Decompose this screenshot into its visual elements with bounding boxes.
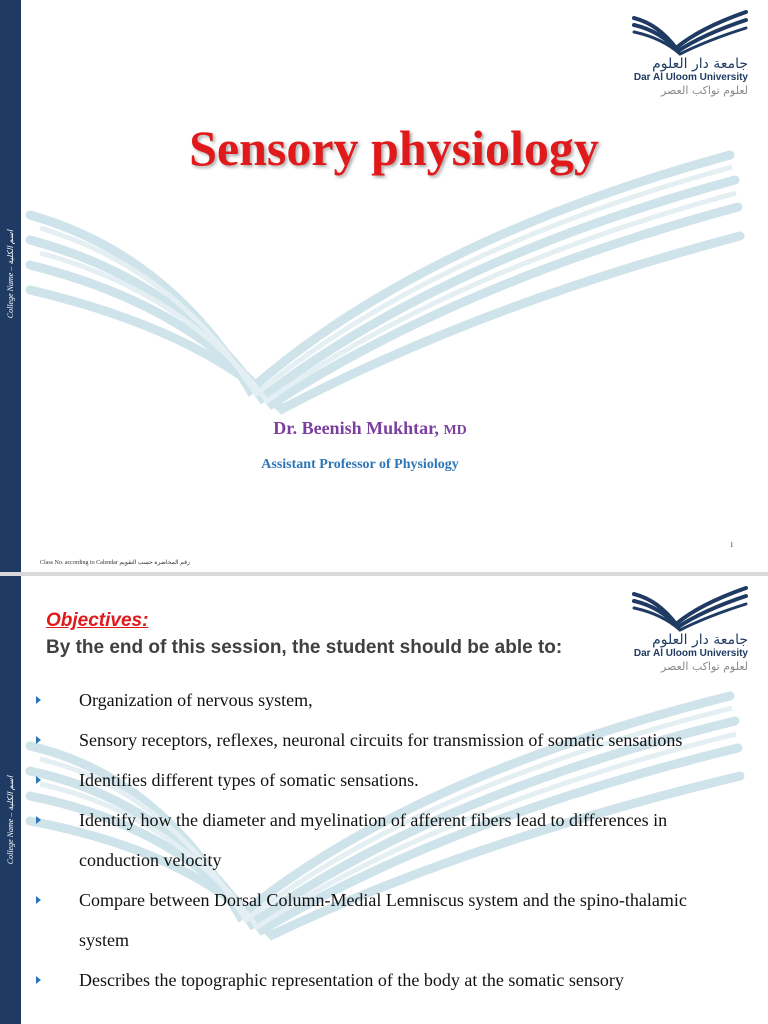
triangle-bullet-icon	[36, 720, 46, 760]
logo-arabic-name: جامعة دار العلوم	[652, 56, 748, 72]
author-line	[230, 416, 510, 443]
college-name-label: College Name – اسم الكلية	[6, 776, 15, 865]
objective-text: Describes the topographic representation of the body at the somatic sensory	[79, 970, 624, 990]
college-name-label: College Name – اسم الكلية	[6, 230, 15, 319]
author-name: Dr. Beenish Mukhtar,	[273, 418, 439, 438]
logo-tagline: لعلوم تواكب العصر	[661, 660, 748, 673]
objectives-subheading: By the end of this session, the student should be able to:	[46, 637, 563, 658]
objectives-heading: Objectives:	[46, 610, 149, 631]
triangle-bullet-icon	[36, 960, 46, 1000]
logo-tagline: لعلوم تواكب العصر	[661, 84, 748, 97]
list-item	[36, 880, 736, 960]
university-logo	[618, 586, 748, 674]
sidebar	[0, 576, 21, 1024]
university-logo-icon	[618, 586, 748, 632]
triangle-bullet-icon	[36, 680, 46, 720]
sidebar	[0, 0, 21, 572]
triangle-bullet-icon	[36, 800, 46, 840]
triangle-bullet-icon	[36, 880, 46, 920]
university-logo	[618, 10, 748, 98]
logo-arabic-name: جامعة دار العلوم	[652, 632, 748, 648]
list-item	[36, 960, 736, 1000]
objective-text: Sensory receptors, reflexes, neuronal circuits for transmission of somatic sensations	[79, 730, 683, 750]
objective-text: Organization of nervous system,	[79, 690, 313, 710]
list-item	[36, 760, 736, 800]
objectives-slide	[0, 576, 768, 1024]
university-logo-icon	[618, 10, 748, 56]
author-degree: MD	[443, 423, 467, 438]
list-item	[36, 720, 736, 760]
list-item	[36, 800, 736, 880]
objective-text: Identifies different types of somatic sensations.	[79, 770, 419, 790]
page-number: 1	[730, 541, 734, 549]
slide-title: Sensory physiology	[189, 120, 599, 176]
list-item	[36, 680, 736, 720]
objective-text: Identify how the diameter and myelination of afferent fibers lead to differences in conduction velocity	[79, 810, 668, 870]
logo-english-name: Dar Al Uloom University	[633, 648, 748, 659]
author-position: Assistant Professor of Physiology	[261, 457, 459, 472]
triangle-bullet-icon	[36, 760, 46, 800]
logo-english-name: Dar Al Uloom University	[633, 72, 748, 83]
objective-text: Compare between Dorsal Column-Medial Lemniscus system and the spino-thalamic system	[79, 890, 687, 950]
objectives-list	[36, 680, 736, 1000]
footer-note: Class No. according to Calendar رقم المحاضرة حسب التقويم	[40, 560, 190, 566]
